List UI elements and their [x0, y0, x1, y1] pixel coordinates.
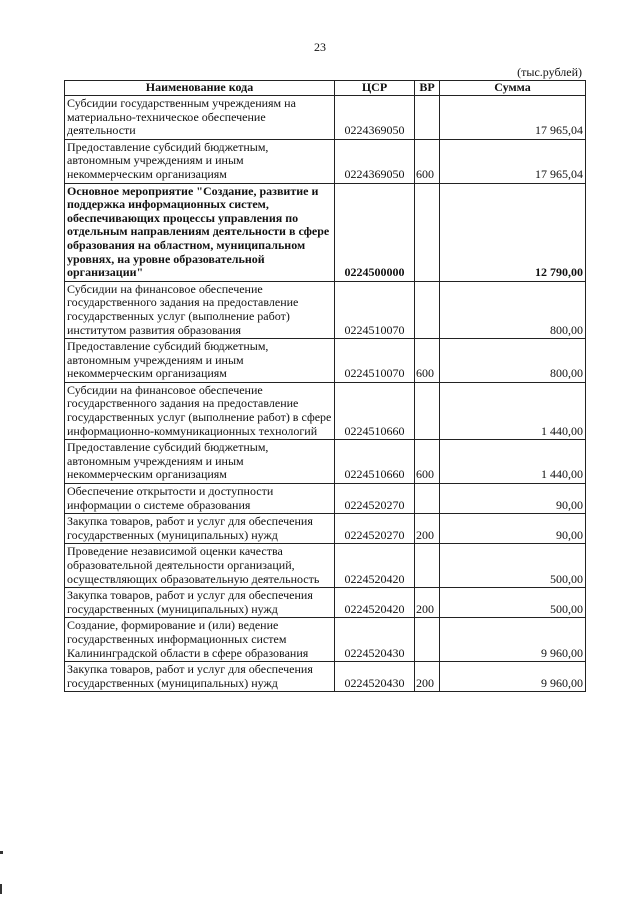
row-vr: 600 [415, 440, 440, 484]
row-name: Проведение независимой оценки качества образовательной деятельности организаций, осуществляющих образовательную деятельность [65, 544, 335, 588]
header-name: Наименование кода [65, 81, 335, 96]
table-row [65, 618, 586, 662]
row-csr: 0224520270 [335, 514, 415, 544]
row-vr [415, 382, 440, 439]
header-vr: ВР [415, 81, 440, 96]
row-csr: 0224520430 [335, 618, 415, 662]
table-row [65, 339, 586, 383]
row-csr: 0224369050 [335, 139, 415, 183]
row-name: Обеспечение открытости и доступности информации о системе образования [65, 484, 335, 514]
row-name: Предоставление субсидий бюджетным, автономным учреждениям и иным некоммерческим организациям [65, 139, 335, 183]
table-row [65, 588, 586, 618]
row-csr: 0224510070 [335, 281, 415, 338]
row-csr: 0224510660 [335, 440, 415, 484]
page-number: 23 [314, 40, 326, 54]
table-row [65, 484, 586, 514]
table-header-row [65, 81, 586, 96]
row-name: Субсидии на финансовое обеспечение государственного задания на предоставление государственных услуг (выполнение работ) в сфере информационно-коммуникационных технологий [65, 382, 335, 439]
table-row [65, 382, 586, 439]
row-sum: 9 960,00 [440, 618, 586, 662]
row-vr: 200 [415, 514, 440, 544]
row-csr: 0224510070 [335, 339, 415, 383]
unit-label: (тыс.рублей) [517, 65, 582, 79]
row-name: Предоставление субсидий бюджетным, автономным учреждениям и иным некоммерческим организациям [65, 440, 335, 484]
row-sum: 800,00 [440, 281, 586, 338]
row-name: Субсидии государственным учреждениям на материально-техническое обеспечение деятельности [65, 96, 335, 140]
table-row [65, 514, 586, 544]
row-csr: 0224520270 [335, 484, 415, 514]
row-sum: 9 960,00 [440, 662, 586, 692]
row-vr: 200 [415, 588, 440, 618]
row-sum: 90,00 [440, 514, 586, 544]
header-csr: ЦСР [335, 81, 415, 96]
table-row [65, 183, 586, 281]
row-csr: 0224500000 [335, 183, 415, 281]
row-sum: 1 440,00 [440, 440, 586, 484]
row-sum: 1 440,00 [440, 382, 586, 439]
row-name: Предоставление субсидий бюджетным, автономным учреждениям и иным некоммерческим организациям [65, 339, 335, 383]
row-csr: 0224369050 [335, 96, 415, 140]
row-vr [415, 618, 440, 662]
table-row [65, 662, 586, 692]
row-vr: 600 [415, 339, 440, 383]
row-name: Закупка товаров, работ и услуг для обеспечения государственных (муниципальных) нужд [65, 514, 335, 544]
row-sum: 500,00 [440, 588, 586, 618]
budget-table [64, 80, 586, 692]
row-csr: 0224520420 [335, 588, 415, 618]
table-row [65, 544, 586, 588]
row-vr [415, 484, 440, 514]
margin-mark [0, 884, 2, 894]
row-vr [415, 96, 440, 140]
row-name: Закупка товаров, работ и услуг для обеспечения государственных (муниципальных) нужд [65, 662, 335, 692]
row-vr [415, 281, 440, 338]
row-sum: 90,00 [440, 484, 586, 514]
row-csr: 0224520420 [335, 544, 415, 588]
table-row [65, 139, 586, 183]
row-vr [415, 183, 440, 281]
row-sum: 500,00 [440, 544, 586, 588]
row-vr: 600 [415, 139, 440, 183]
row-sum: 800,00 [440, 339, 586, 383]
row-name: Создание, формирование и (или) ведение государственных информационных систем Калининградской области в сфере образования [65, 618, 335, 662]
row-vr: 200 [415, 662, 440, 692]
row-vr [415, 544, 440, 588]
margin-mark [0, 851, 3, 854]
row-csr: 0224520430 [335, 662, 415, 692]
header-sum: Сумма [440, 81, 586, 96]
row-csr: 0224510660 [335, 382, 415, 439]
row-sum: 17 965,04 [440, 139, 586, 183]
table-row [65, 281, 586, 338]
row-sum: 12 790,00 [440, 183, 586, 281]
row-name: Основное мероприятие "Создание, развитие и поддержка информационных систем, обеспечивающих процессы управления по отдельным направлениям деятельности в сфере образования на областном, муниципальном уровнях, на уровне образовательной организации" [65, 183, 335, 281]
table-row [65, 96, 586, 140]
table-row [65, 440, 586, 484]
row-name: Субсидии на финансовое обеспечение государственного задания на предоставление государственных услуг (выполнение работ) институтом развития образования [65, 281, 335, 338]
row-sum: 17 965,04 [440, 96, 586, 140]
row-name: Закупка товаров, работ и услуг для обеспечения государственных (муниципальных) нужд [65, 588, 335, 618]
